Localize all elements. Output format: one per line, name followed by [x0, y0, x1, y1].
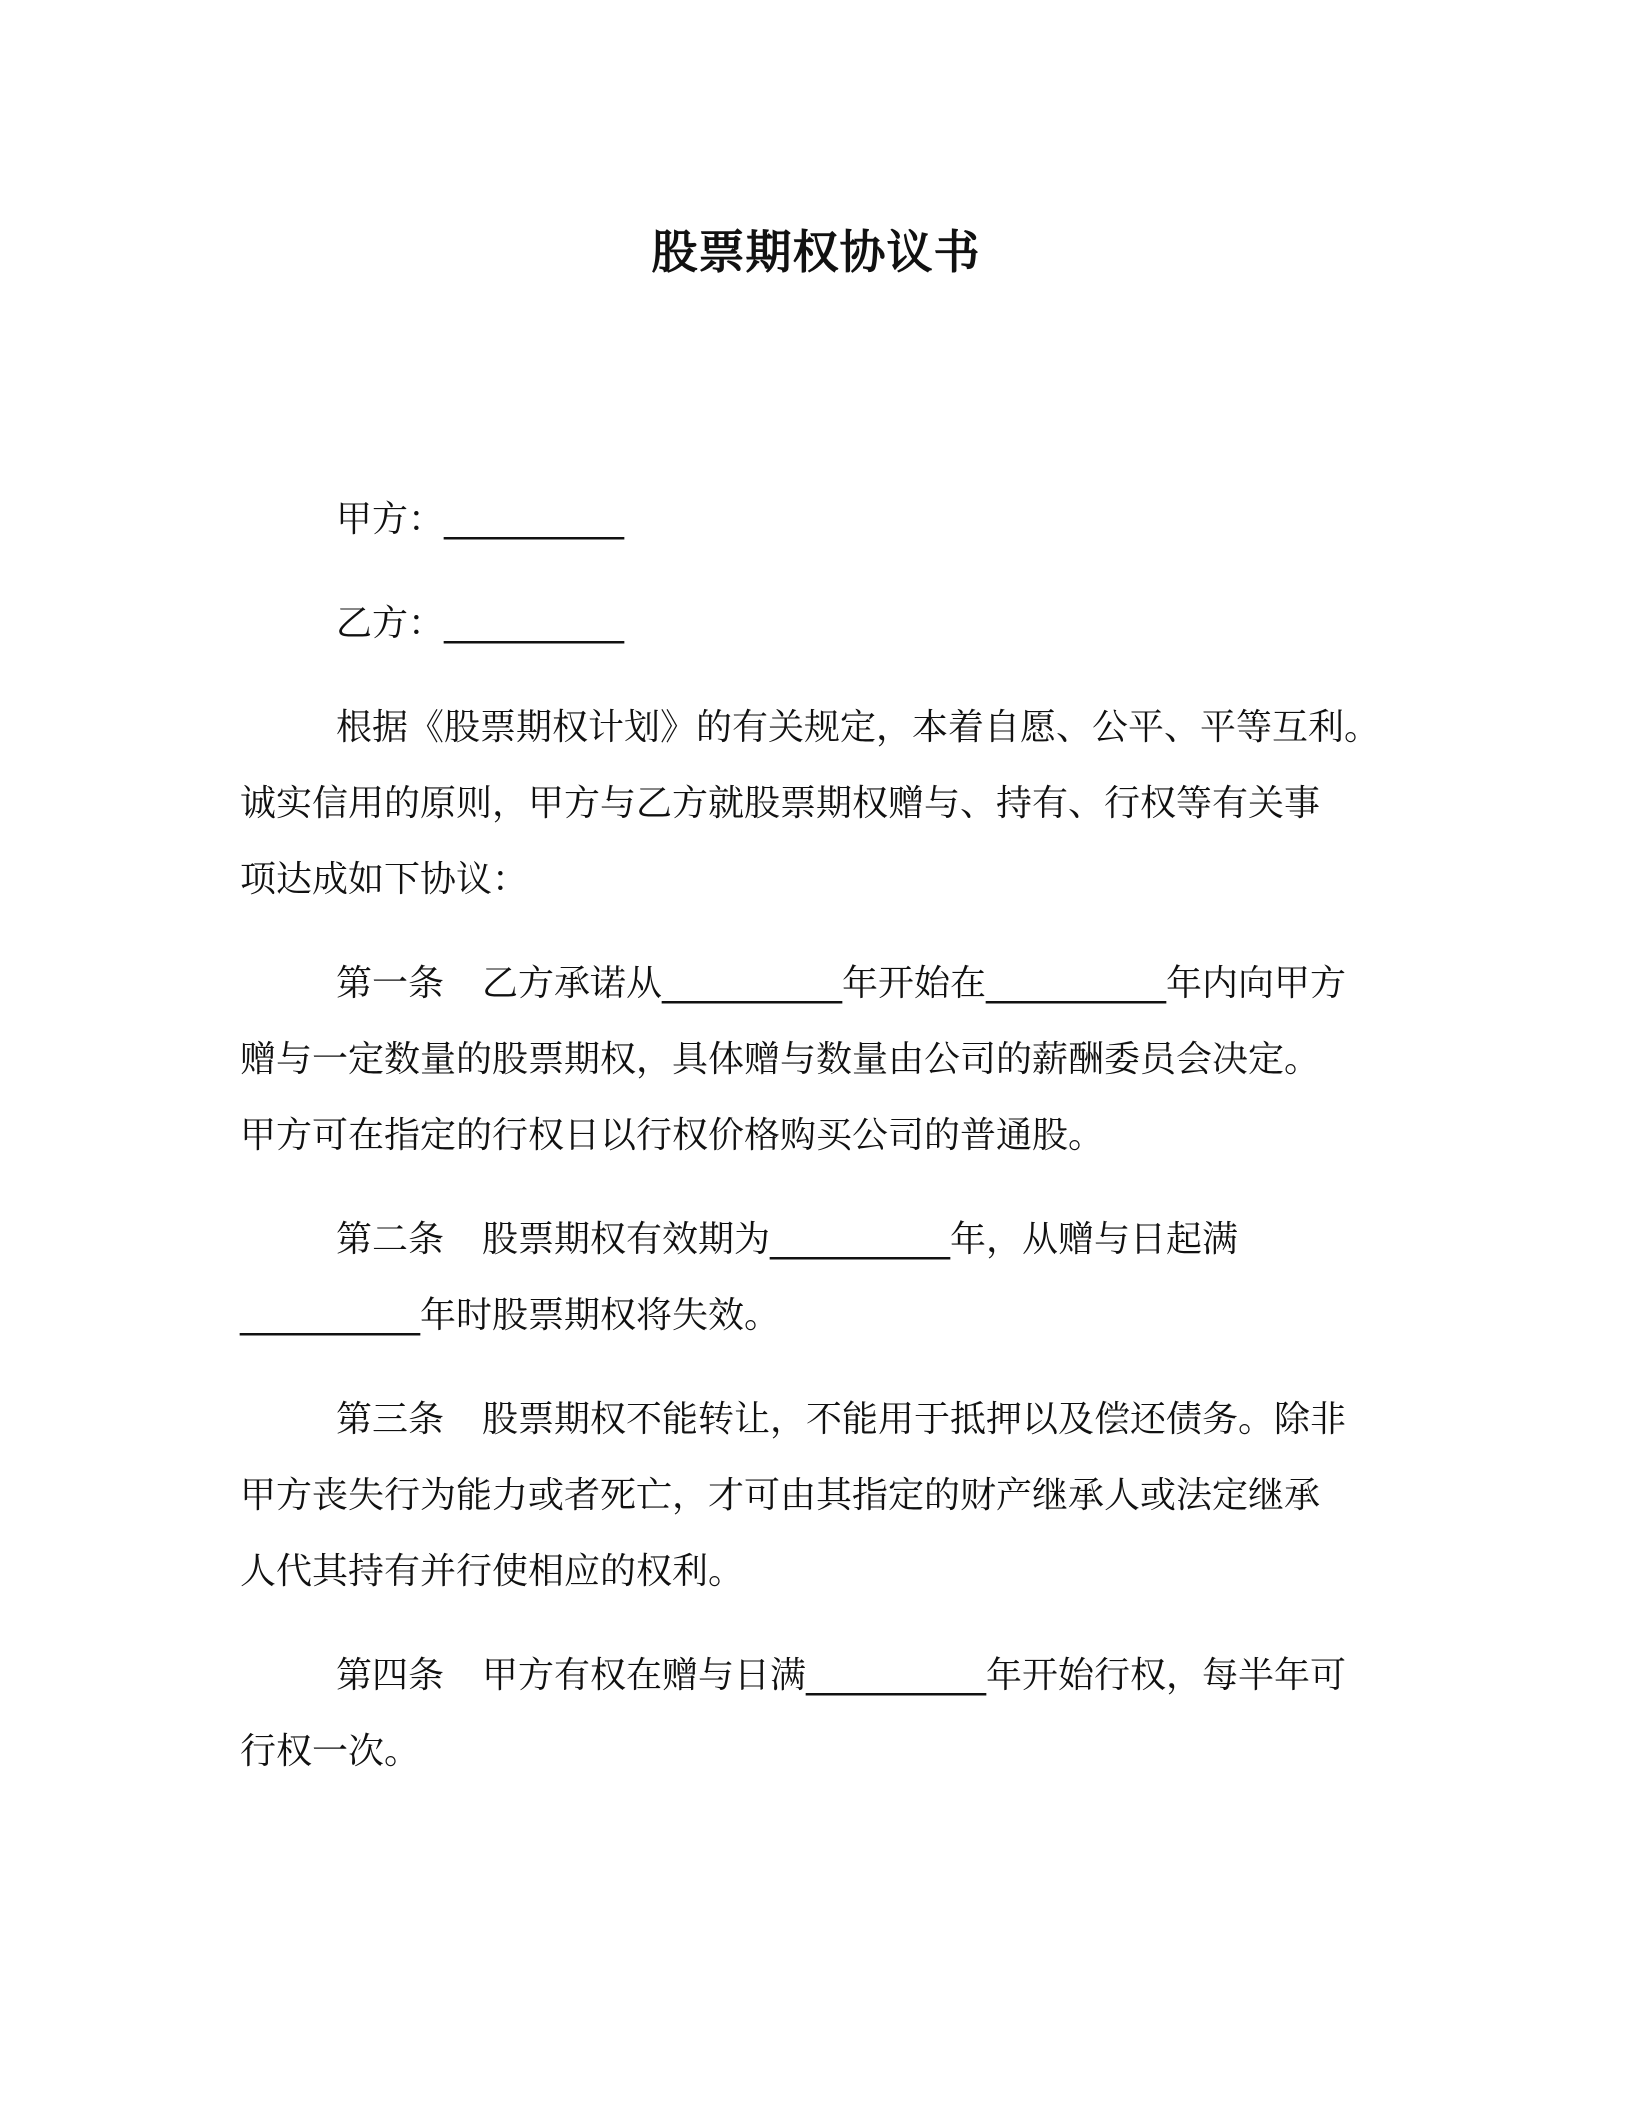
preamble-line-1: 根据《股票期权计划》的有关规定，本着自愿、公平、平等互利。 [336, 707, 1381, 748]
article-2-label: 第二条 [336, 1219, 445, 1260]
party-a-line: 甲方：__________ [336, 499, 625, 540]
article-3-text-1: 股票期权不能转让，不能用于抵押以及偿还债务。除非 [482, 1399, 1347, 1440]
article-3-line-1 [336, 1396, 1346, 1444]
article-1-text-1: 乙方承诺从__________年开始在__________年内向甲方 [482, 963, 1347, 1004]
article-3-line-3: 人代其持有并行使相应的权利。 [240, 1551, 745, 1592]
article-1-line-3: 甲方可在指定的行权日以行权价格购买公司的普通股。 [240, 1115, 1105, 1156]
article-3-line-2: 甲方丧失行为能力或者死亡，才可由其指定的财产继承人或法定继承 [240, 1475, 1321, 1516]
article-2-line-1 [336, 1216, 1238, 1264]
article-1-line-2: 赠与一定数量的股票期权，具体赠与数量由公司的薪酬委员会决定。 [240, 1039, 1321, 1080]
article-4-text-1: 甲方有权在赠与日满__________年开始行权，每半年可 [482, 1655, 1347, 1696]
preamble-line-3: 项达成如下协议： [240, 859, 529, 900]
article-1-label: 第一条 [336, 963, 445, 1004]
article-4-label: 第四条 [336, 1655, 445, 1696]
article-1-line-1 [336, 960, 1346, 1008]
document-title: 股票期权协议书 [651, 225, 981, 279]
article-2-text-1: 股票期权有效期为__________年，从赠与日起满 [482, 1219, 1239, 1260]
article-4-line-1 [336, 1652, 1346, 1700]
preamble-line-2: 诚实信用的原则，甲方与乙方就股票期权赠与、持有、行权等有关事 [240, 783, 1321, 824]
article-2-line-2: __________年时股票期权将失效。 [240, 1295, 781, 1336]
party-b-line: 乙方：__________ [336, 603, 625, 644]
article-3-label: 第三条 [336, 1399, 445, 1440]
article-4-line-2: 行权一次。 [240, 1731, 421, 1772]
